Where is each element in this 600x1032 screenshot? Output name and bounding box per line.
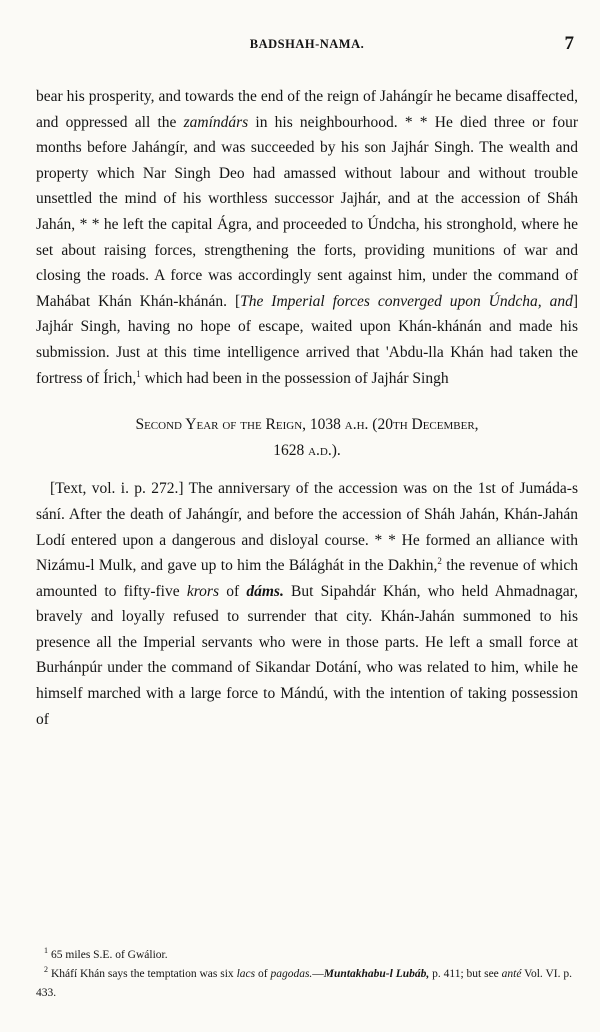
text-run: bear his prosperity, and towards the end of the reign of Jahángír he became disaffected, and oppressed all the (36, 88, 578, 131)
footnote-2: $^2$ Kháfí Khán says the temptation was six lacs of pagodas.—Muntakhabu-l Lubáb, p. 411; but see anté Vol. VI. p. 433. (36, 965, 572, 999)
page-number: 7 (564, 33, 574, 54)
body-text (36, 84, 578, 732)
italic-run: zamíndárs (183, 113, 249, 131)
section-heading: Second Year of the Reign, 1038 a.h. (20th December, 1628 a.d.). (135, 416, 479, 459)
footnote-ref-1: 1 (136, 368, 141, 379)
running-title: BADSHAH-NAMA. (249, 37, 365, 51)
text-run: ] Jajhár Singh, having no hope of escape, waited upon Khán-khánán and made his submission. Just at this time intelligence arrived that 'Abdu-lla Khán had taken the fortress of Írich, (36, 292, 578, 387)
italic-run: dáms. (246, 582, 284, 600)
footnotes (36, 946, 578, 1003)
footnote-ref-2: 2 (437, 555, 442, 566)
paragraph-2 (36, 476, 578, 732)
text-run: in his neighbourhood. * * He died three or four months before Jahángír, and was succeeded by his son Jajhár Singh. The wealth and property which Nar Singh Deo had amassed without labour and without trouble unsettled the mind of his worthless successor Jajhár, and at the accession of Sháh Jahán, * * he left the capital Ágra, and proceeded to Úndcha, his stronghold, where he set about raising forces, strengthening the forts, providing munitions of war and closing the roads. A force was accordingly sent against him, under the command of Mahábat Khán Khán-khánán. [ (36, 113, 579, 310)
text-run: [Text, vol. i. p. 272.] The anniversary of the accession was on the 1st of Jumáda-s sání. After the death of Jahángír, and before the accession of Sháh Jahán, Khán-Jahán Lodí entered upon a dangerous and disloyal course. * * He formed an alliance with Nizámu-l Mulk, and gave up to him the Bálághát in the Dakhin, (36, 480, 578, 575)
italic-run: The Imperial forces converged upon Úndcha, and (240, 292, 573, 310)
book-page (36, 0, 578, 1032)
text-run: which had been in the possession of Jajhár Singh (140, 369, 449, 387)
running-head (36, 33, 578, 55)
text-run: of (218, 582, 247, 600)
footnote-1: $^1$ 65 miles S.E. of Gwálior. (44, 946, 168, 961)
text-run: But Sipahdár Khán, who held Ahmadnagar, bravely and loyally refused to surrender that city. Khán-Jahán summoned to his presence all the Imperial servants who were in those parts. He left a small force at Burhánpúr under the command of Sikandar Dotání, who was related to him, while he himself marched with a large force to Mándú, with the intention of taking possession of (36, 582, 578, 728)
italic-run: krors (186, 582, 219, 600)
paragraph-1 (36, 84, 578, 391)
text-run: the revenue of which amounted to fifty-five (36, 557, 578, 600)
